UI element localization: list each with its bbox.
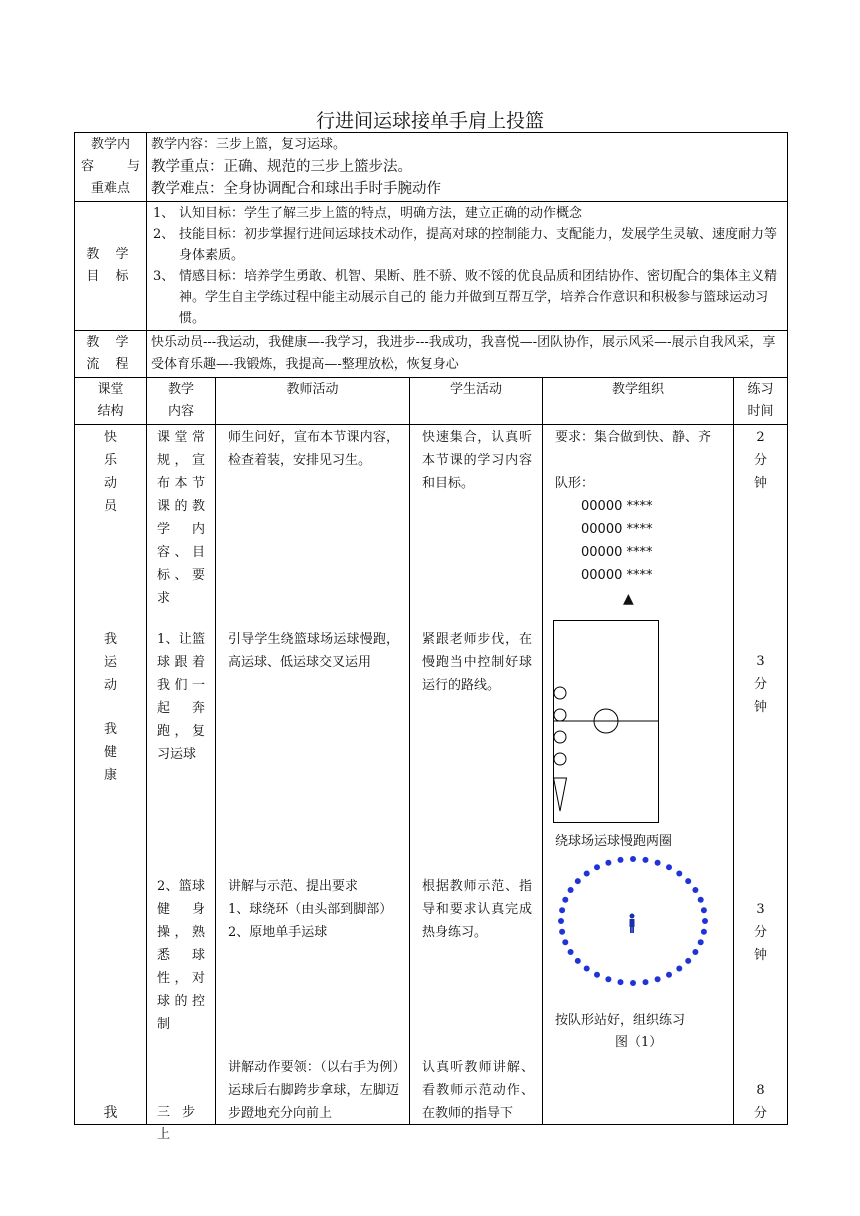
- header-organization: 教学组织: [543, 378, 734, 425]
- student-dot: [643, 979, 649, 985]
- process-cell: 快乐动员---我运动，我健康—-我学习，我进步---我成功，我喜悦—-团队协作，展示风采—-展示自我风采，享受体育乐趣—-我锻炼，我提高—-整理放松，恢复身心: [147, 331, 788, 378]
- time-1: 2 分 钟: [754, 430, 768, 491]
- teacher-marker-triangle: [554, 778, 567, 811]
- student-dot: [702, 918, 708, 924]
- student-dot: [630, 980, 636, 986]
- goals-row: [75, 202, 788, 331]
- teacher-activity-2: 引导学生绕篮球场运球慢跑，高运球、低运球交叉运用: [228, 632, 399, 670]
- student-dot: [701, 907, 707, 913]
- student-dot: [643, 857, 649, 863]
- student-marker: [554, 731, 566, 743]
- key-point-line: 教学重点：正确、规范的三步上篮步法。: [151, 159, 412, 175]
- student-dot: [618, 857, 624, 863]
- stage-i-healthy: 我 健 康: [103, 722, 117, 783]
- content-cell: [147, 133, 788, 202]
- process-row: [75, 331, 788, 378]
- header-teacher: 教师活动: [216, 378, 410, 425]
- time-column: [734, 425, 788, 1125]
- lesson-body-row: [75, 425, 788, 1125]
- figure-caption: 图（1）: [615, 1035, 663, 1050]
- student-dot: [692, 949, 698, 955]
- org-formation-label: 队形：: [555, 476, 595, 491]
- student-column: [410, 425, 543, 1125]
- header-time: 练习 时间: [734, 378, 788, 425]
- student-dot: [685, 878, 691, 884]
- student-dot: [594, 972, 600, 978]
- goal-item: 2、 技能目标：初步掌握行进间运球技术动作，提高对球的控制能力、支配能力，发展学生灵敏、速度耐力等身体素质。: [153, 227, 778, 263]
- student-marker: [554, 753, 566, 765]
- formation-row: 00000 ****: [581, 545, 653, 560]
- student-dot: [605, 860, 611, 866]
- time-3: 3 分 钟: [754, 902, 768, 963]
- circle-formation-diagram: [547, 858, 738, 998]
- student-dot: [562, 897, 568, 903]
- student-dot: [594, 864, 600, 870]
- circle-caption: 按队形站好，组织练习: [555, 1013, 686, 1028]
- student-dot: [584, 966, 590, 972]
- content-column: [147, 425, 216, 1142]
- court-diagram: [547, 620, 738, 826]
- time-4: 8 分: [754, 1083, 768, 1121]
- goal-item: 3、 情感目标：培养学生勇敢、机智、果断、胜不骄、败不馁的优良品质和团结协作、密切配合的集体主义精神。学生自主学练过程中能主动展示自己的 能力并做到互帮互学，培养合作意识和积极参与篮球运动习惯。: [153, 269, 778, 326]
- teacher-activity-3: 讲解与示范、提出要求 1、球绕环（由头部到脚部） 2、原地单手运球: [228, 879, 393, 940]
- student-dot: [630, 856, 636, 862]
- goals-cell: [147, 202, 788, 331]
- header-row: [75, 378, 788, 425]
- student-dot: [655, 976, 661, 982]
- teaching-content-line: 教学内容：三步上篮，复习运球。: [151, 137, 347, 152]
- student-marker: [554, 709, 566, 721]
- goal-item: 1、 认知目标：学生了解三步上篮的特点，明确方法，建立正确的动作概念: [153, 206, 583, 221]
- page-title: 行进间运球接单手肩上投篮: [315, 110, 544, 132]
- formation-row: 00000 ****: [581, 499, 653, 514]
- formation-row: 00000 ****: [581, 522, 653, 537]
- time-2: 3 分 钟: [754, 654, 768, 715]
- stage-i-exercise: 我 运 动: [103, 632, 117, 693]
- student-dot: [568, 887, 574, 893]
- student-dot: [562, 939, 568, 945]
- student-marker: [554, 687, 566, 699]
- student-dot: [655, 860, 661, 866]
- student-dot: [575, 958, 581, 964]
- lesson-plan-table: [74, 132, 788, 1142]
- content-ball-exercise: 2、篮球健身操，熟悉球性，对球的控制: [157, 879, 205, 1032]
- header-structure: 课堂 结构: [75, 378, 147, 425]
- student-dot: [698, 939, 704, 945]
- org-requirement: 要求：集合做到快、静、齐: [555, 430, 712, 445]
- student-dot: [559, 907, 565, 913]
- difficulty-line: 教学难点：全身协调配合和球出手时手腕动作: [151, 181, 441, 197]
- content-routine: 课堂常规，宣布本节课的教学内容、目标、要求: [157, 430, 205, 606]
- student-dot: [666, 864, 672, 870]
- court-caption: 绕球场运球慢跑两圈: [555, 834, 673, 849]
- teacher-activity-4: 讲解动作要领：（以右手为例）运球后右脚跨步拿球，左脚迈步蹬地充分向前上: [228, 1060, 399, 1121]
- organization-column: [543, 425, 734, 1125]
- stage-happy-mobilize: 快 乐 动 员: [103, 430, 117, 514]
- content-dribble-run: 1、让篮球跟着我们一起奔跑，复习运球: [157, 632, 205, 762]
- stage-i: 我: [103, 1105, 118, 1121]
- student-activity-1: 快速集合，认真听本节课的学习内容和目标。: [422, 430, 532, 491]
- student-dot: [618, 979, 624, 985]
- student-dot: [698, 897, 704, 903]
- student-dot: [568, 949, 574, 955]
- formation-row: 00000 ****: [581, 568, 653, 583]
- teacher-activity-1: 师生问好，宣布本节课内容，检查着装，安排见习生。: [228, 430, 399, 468]
- header-student: 学生活动: [410, 378, 543, 425]
- student-dot: [685, 958, 691, 964]
- student-activity-3: 根据教师示范、指导和要求认真完成热身练习。: [422, 879, 532, 940]
- person-icon: [630, 914, 635, 934]
- student-dot: [666, 972, 672, 978]
- content-label: 教学内 容 与 重难点: [75, 133, 147, 202]
- student-dot: [701, 929, 707, 935]
- formation-grid: [581, 495, 653, 587]
- student-activity-2: 紧跟老师步伐，在慢跑当中控制好球运行的路线。: [422, 632, 532, 693]
- student-dot: [575, 878, 581, 884]
- student-dot: [692, 887, 698, 893]
- teacher-column: [216, 425, 410, 1125]
- student-dot: [559, 929, 565, 935]
- header-content: 教学 内容: [147, 378, 216, 425]
- goals-label: 教 学 目 标: [75, 202, 147, 331]
- student-dot: [584, 871, 590, 877]
- content-layup: 三 步 上: [157, 1105, 200, 1142]
- student-dot: [676, 966, 682, 972]
- structure-column: [75, 425, 147, 1125]
- student-dot: [676, 871, 682, 877]
- teacher-marker: ▲: [623, 591, 634, 607]
- student-activity-4: 认真听教师讲解、看教师示范动作、在教师的指导下: [422, 1060, 534, 1121]
- process-label: 教 学 流 程: [75, 331, 147, 378]
- content-row: [75, 133, 788, 202]
- student-dot: [558, 918, 564, 924]
- student-dot: [605, 976, 611, 982]
